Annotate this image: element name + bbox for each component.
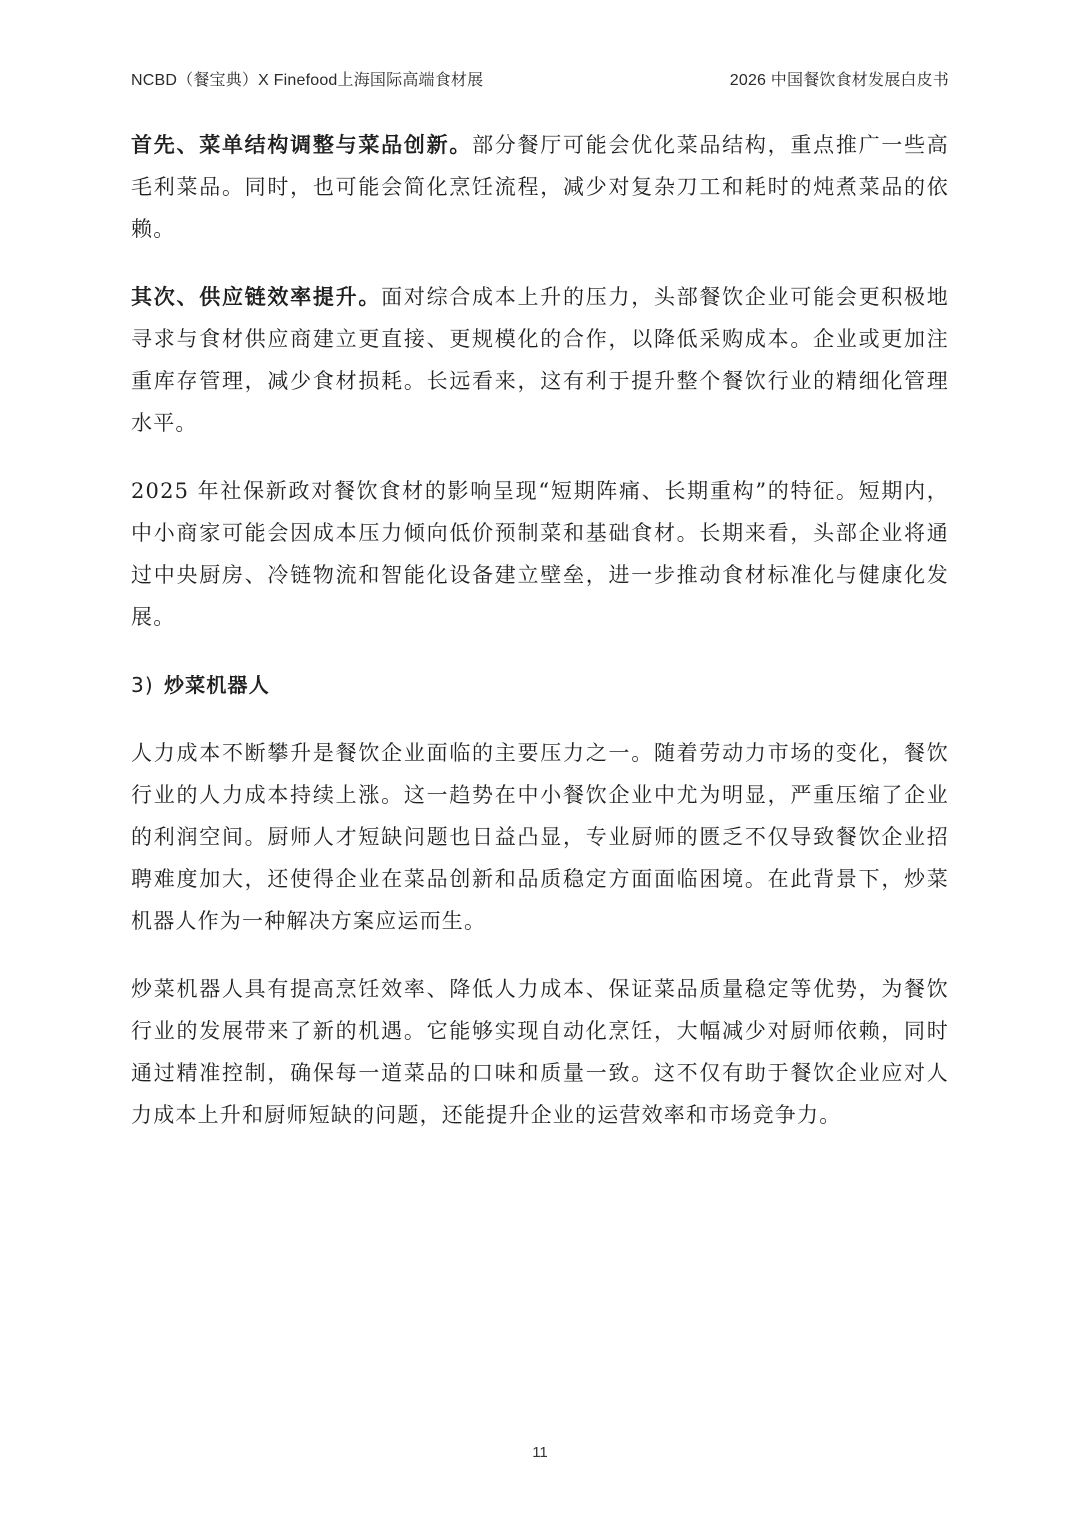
paragraph-lead: 首先、菜单结构调整与菜品创新。 xyxy=(131,133,473,157)
page-body xyxy=(131,124,949,1162)
paragraph-lead: 其次、供应链效率提升。 xyxy=(131,285,382,309)
paragraph-text: 炒菜机器人具有提高烹饪效率、降低人力成本、保证菜品质量稳定等优势，为餐饮行业的发展带来了新的机遇。它能够实现自动化烹饪，大幅减少对厨师依赖，同时通过精准控制，确保每一道菜品的口味和质量一致。这不仅有助于餐饮企业应对人力成本上升和厨师短缺的问题，还能提升企业的运营效率和市场竞争力。 xyxy=(131,977,949,1127)
paragraph-menu-structure xyxy=(131,124,949,250)
paragraph-robot-advantages xyxy=(131,968,949,1136)
paragraph-text: 人力成本不断攀升是餐饮企业面临的主要压力之一。随着劳动力市场的变化，餐饮行业的人力成本持续上涨。这一趋势在中小餐饮企业中尤为明显，严重压缩了企业的利润空间。厨师人才短缺问题也日益凸显，专业厨师的匮乏不仅导致餐饮企业招聘难度加大，还使得企业在菜品创新和品质稳定方面面临困境。在此背景下，炒菜机器人作为一种解决方案应运而生。 xyxy=(131,741,949,933)
header-left-text: NCBD（餐宝典）X Finefood上海国际高端食材展 xyxy=(131,71,484,89)
paragraph-labor-cost xyxy=(131,732,949,942)
section-number: 3) xyxy=(131,673,154,697)
paragraph-policy-impact xyxy=(131,470,949,638)
paragraph-text: 2025 年社保新政对餐饮食材的影响呈现“短期阵痛、长期重构”的特征。短期内，中小商家可能会因成本压力倾向低价预制菜和基础食材。长期来看，头部企业将通过中央厨房、冷链物流和智能化设备建立壁垒，进一步推动食材标准化与健康化发展。 xyxy=(131,479,949,629)
paragraph-supply-chain xyxy=(131,276,949,444)
page-number: 11 xyxy=(532,1444,548,1461)
paragraph-text: 部分餐厅可能会优化菜品结构，重点推广一些高毛利菜品。同时，也可能会简化烹饪流程，减少对复杂刀工和耗时的炖煮菜品的依赖。 xyxy=(131,133,950,241)
page-header xyxy=(131,66,949,90)
header-right-text: 2026 中国餐饮食材发展白皮书 xyxy=(729,71,949,89)
section-title: 炒菜机器人 xyxy=(163,673,270,697)
section-heading xyxy=(131,664,949,706)
paragraph-text: 面对综合成本上升的压力，头部餐饮企业可能会更积极地寻求与食材供应商建立更直接、更规模化的合作，以降低采购成本。企业或更加注重库存管理，减少食材损耗。长远看来，这有利于提升整个餐饮行业的精细化管理水平。 xyxy=(131,285,949,435)
